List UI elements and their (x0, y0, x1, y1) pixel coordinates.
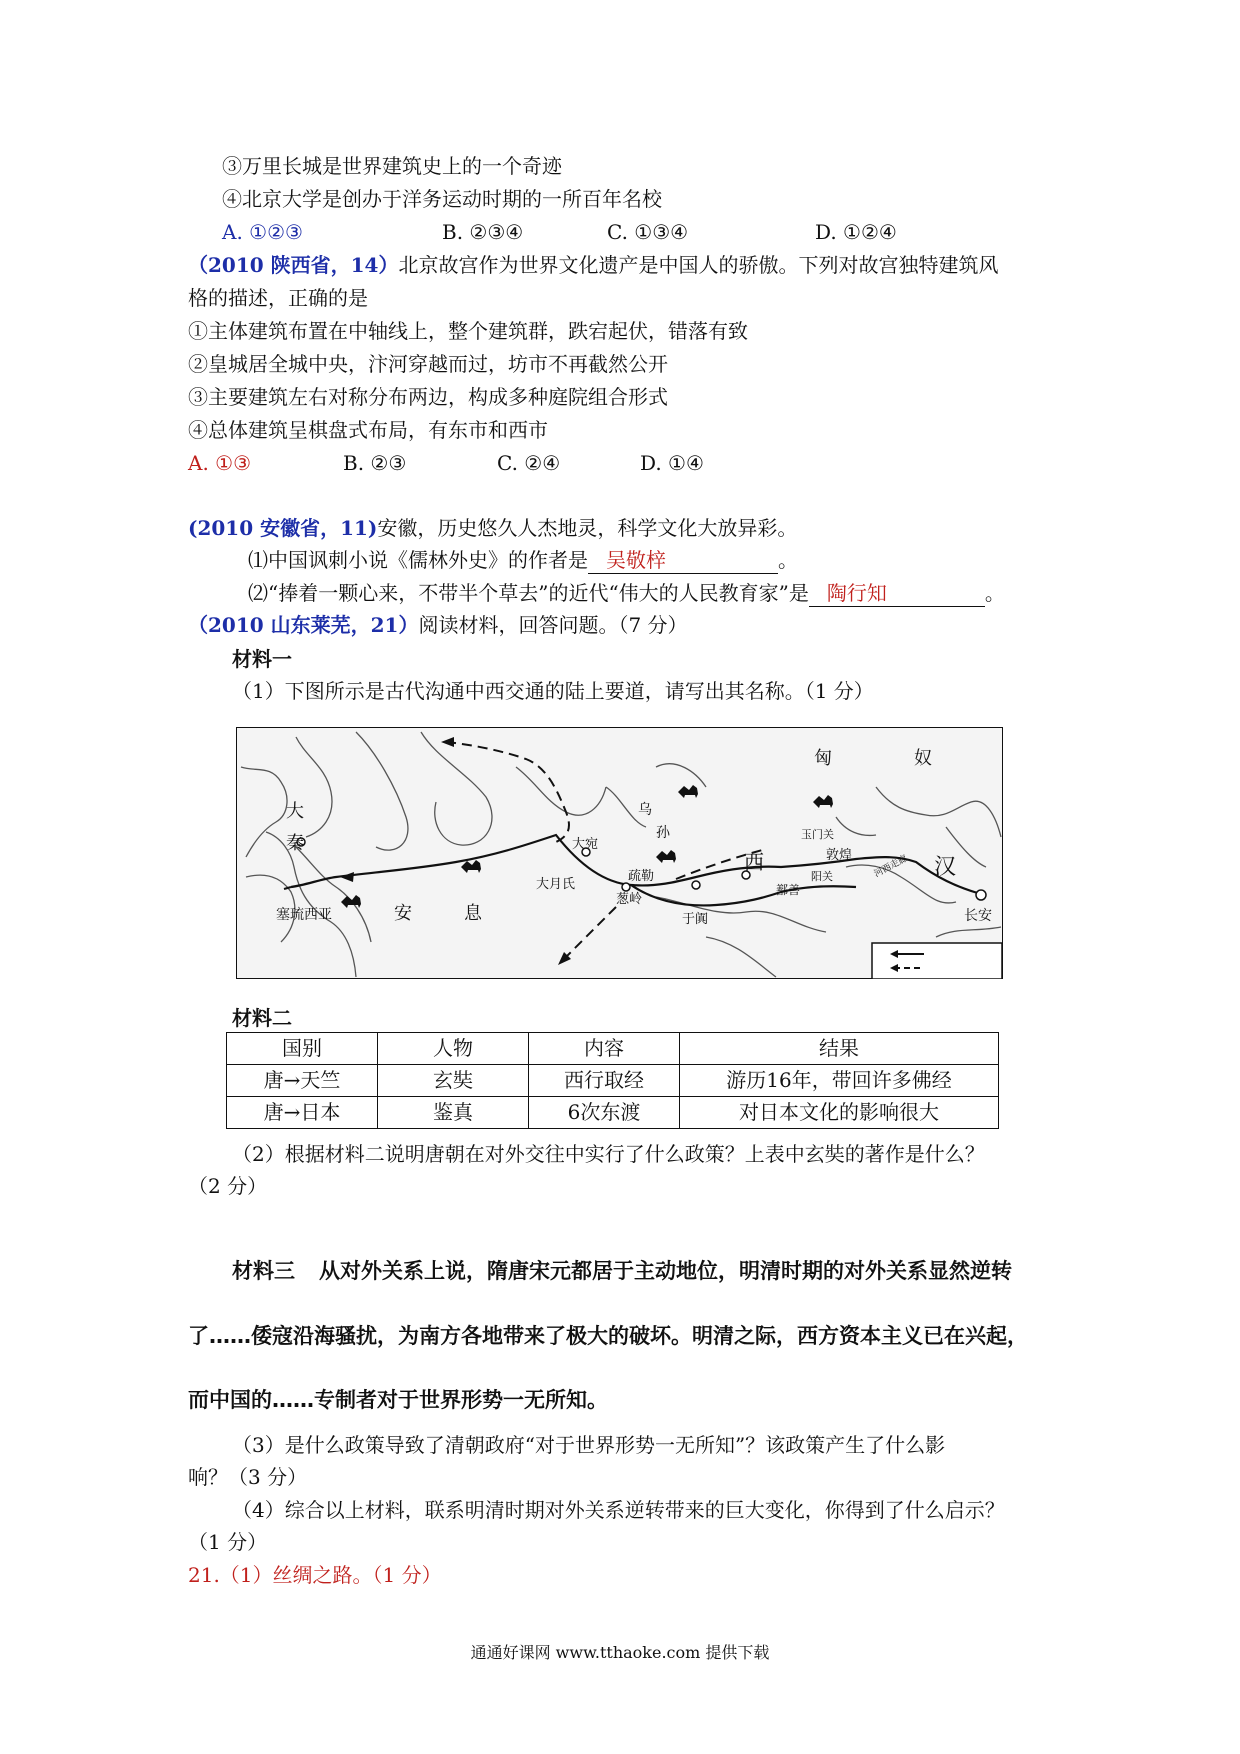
material-3-line-2: 了……倭寇沿海骚扰，为南方各地带来了极大的破坏。明清之际，西方资本主义已在兴起， (188, 1324, 1028, 1348)
map-label-an: 安 (394, 903, 412, 924)
map-legend (872, 943, 1002, 979)
map-label-dayueshi: 大月氏 (536, 877, 576, 892)
q3-stem-text: 安徽，历史悠久人杰地灵，科学文化大放异彩。 (377, 516, 798, 540)
material-3-text-1: 从对外关系上说，隋唐宋元都居于主动地位，明清时期的对外关系显然逆转 (319, 1259, 1012, 1283)
q4-part-4-line-2: （1 分） (188, 1530, 268, 1554)
q3-part-2-text: ⑵“捧着一颗心来，不带半个草去”的近代“伟大的人民教育家”是 (248, 581, 809, 605)
q1-option-b: B. ②③④ (442, 220, 524, 244)
q2-statement-1: ①主体建筑布置在中轴线上，整个建筑群，跌宕起伏，错落有致 (188, 319, 748, 343)
statement-3: ③万里长城是世界建筑史上的一个奇迹 (222, 154, 562, 178)
material-2-table (226, 1032, 999, 1129)
q3-part-2 (248, 580, 1005, 607)
q3-part-2-answer: 陶行知 (826, 581, 887, 605)
map-label-xi-anxi: 息 (464, 903, 482, 924)
map-label-shanshan: 鄯善 (776, 883, 801, 897)
q1-option-c: C. ①③④ (607, 220, 689, 244)
q3-part-2-end: 。 (984, 581, 1005, 605)
q2-stem (188, 252, 998, 278)
q3-part-1 (248, 547, 798, 574)
map-label-changan: 长安 (964, 908, 992, 924)
q3-part-1-end: 。 (778, 548, 798, 572)
map-label-dunhuang: 敦煌 (826, 848, 853, 863)
map-label-hexi: 河西走廊 (872, 853, 910, 880)
table-cell: 唐→天竺 (227, 1065, 378, 1097)
q3-part-1-blank (588, 547, 778, 574)
q2-option-a: A. ①③ (188, 451, 252, 475)
table-cell: 鉴真 (378, 1097, 529, 1129)
q4-part-3-line-2: 响？（3 分） (188, 1465, 308, 1489)
table-row (227, 1097, 999, 1129)
map-label-dayuan: 大宛 (572, 837, 599, 852)
q1-option-d: D. ①②④ (815, 220, 897, 244)
map-label-yang: 阳关 (811, 870, 833, 883)
map-label-xi: 西 (744, 850, 764, 874)
q2-statement-2: ②皇城居全城中央，汴河穿越而过，坊市不再截然公开 (188, 352, 668, 376)
q2-statement-3: ③主要建筑左右对称分布两边，构成多种庭院组合形式 (188, 385, 668, 409)
map-label-saiku: 塞琉西亚 (276, 907, 332, 923)
page-footer: 通通好课网 www.tthaoke.com 提供下载 (470, 1643, 770, 1662)
q4-part-2-line-1: （2）根据材料二说明唐朝在对外交往中实行了什么政策？上表中玄奘的著作是什么？ (232, 1142, 985, 1166)
q4-stem-text: 阅读材料，回答问题。（7 分） (418, 613, 688, 637)
material-3-line-1 (188, 1255, 1012, 1285)
q4-source-tag: （2010 山东莱芜，21） (188, 613, 419, 637)
table-cell: 对日本文化的影响很大 (680, 1097, 999, 1129)
map-label-xiongnu1: 匈 (814, 748, 832, 769)
q4-stem (188, 612, 688, 638)
q2-stem-text: 北京故宫作为世界文化遗产是中国人的骄傲。下列对故宫独特建筑风 (398, 253, 999, 277)
table-cell: 唐→日本 (227, 1097, 378, 1129)
silk-road-map (236, 727, 1003, 979)
q2-statement-4: ④总体建筑呈棋盘式布局，有东市和西市 (188, 418, 548, 442)
q2-stem-cont: 格的描述，正确的是 (188, 286, 368, 310)
table-header-row (227, 1033, 999, 1065)
map-label-sun: 孙 (656, 825, 670, 841)
map-label-xiongnu2: 奴 (914, 748, 932, 769)
table-cell: 玄奘 (378, 1065, 529, 1097)
material-1-title: 材料一 (232, 647, 292, 671)
table-header-cell: 结果 (680, 1033, 999, 1065)
q2-source-tag: （2010 陕西省，14） (188, 253, 399, 277)
q3-stem (188, 515, 797, 541)
q3-part-2-blank (809, 580, 985, 607)
q4-part-4-line-1: （4）综合以上材料，联系明清时期对外关系逆转带来的巨大变化，你得到了什么启示？ (232, 1498, 1005, 1522)
q2-option-d: D. ①④ (640, 451, 704, 475)
map-label-da: 大 (286, 801, 304, 822)
table-header-cell: 人物 (378, 1033, 529, 1065)
q2-option-b: B. ②③ (343, 451, 407, 475)
map-label-shule: 疏勒 (628, 869, 655, 884)
q3-source-tag: (2010 安徽省，11) (188, 516, 378, 540)
table-row (227, 1065, 999, 1097)
map-label-congling: 葱岭 (616, 892, 643, 907)
q4-part-3-line-1: （3）是什么政策导致了清朝政府“对于世界形势一无所知”？该政策产生了什么影 (232, 1433, 946, 1457)
q4-part-1: （1）下图所示是古代沟通中西交通的陆上要道，请写出其名称。（1 分） (232, 679, 874, 703)
table-cell: 西行取经 (529, 1065, 680, 1097)
map-label-yumen: 玉门关 (801, 828, 834, 841)
q3-part-1-text: ⑴中国讽刺小说《儒林外史》的作者是 (248, 548, 588, 572)
table-cell: 6次东渡 (529, 1097, 680, 1129)
answer-21: 21.（1）丝绸之路。（1 分） (188, 1563, 442, 1587)
q1-option-a: A. ①②③ (222, 220, 303, 244)
map-label-wu: 乌 (638, 802, 652, 818)
map-label-qin: 秦 (286, 833, 304, 854)
material-3-title: 材料三 (232, 1259, 295, 1283)
table-cell: 游历16年，带回许多佛经 (680, 1065, 999, 1097)
material-2-title: 材料二 (232, 1006, 292, 1030)
table-header-cell: 内容 (529, 1033, 680, 1065)
material-3-line-3: 而中国的……专制者对于世界形势一无所知。 (188, 1388, 608, 1412)
q2-option-c: C. ②④ (497, 451, 561, 475)
map-label-han: 汉 (934, 855, 957, 880)
q3-part-1-answer: 吴敬梓 (606, 548, 666, 572)
q4-part-2-line-2: （2 分） (188, 1174, 268, 1198)
map-label-yutian: 于阗 (682, 912, 709, 927)
statement-4: ④北京大学是创办于洋务运动时期的一所百年名校 (222, 187, 662, 211)
table-header-cell: 国别 (227, 1033, 378, 1065)
